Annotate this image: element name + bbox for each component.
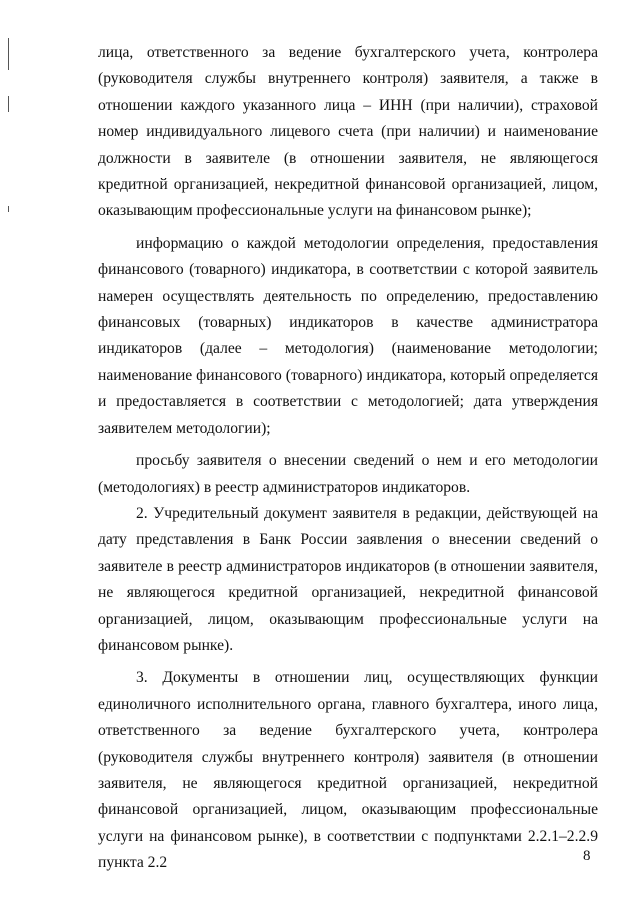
paragraph-registry-request: просьбу заявителя о внесении сведений о нем и его методологии (методологиях) в реестр администраторов индикаторов. (98, 452, 598, 496)
paragraph-continuation: лица, ответственного за ведение бухгалтерского учета, контролера (руководителя службы внутреннего контроля) заявителя, а также в отношении каждого указанного лица – ИНН (при наличии), страховой номер индивидуального лицевого счета (при наличии) и наименование должности в заявителе (в отношении заявителя, не являющегося кредитной организацией, некредитной финансовой организацией, лицом, оказывающим профессиональные услуги на финансовом рынке); (98, 44, 598, 220)
paragraph-methodology-info: информацию о каждой методологии определения, предоставления финансового (товарного) индикатора, в соответствии с которой заявитель намерен осуществлять деятельность по определению, предоставлению финансовых (товарных) индикаторов в качестве администратора индикаторов (далее – методология) (наименование методологии; наименование финансового (товарного) индикатора, который определяется и предоставляется в соответствии с методологией; дата утверждения заявителем методологии); (98, 234, 598, 437)
scan-edge-mark-middle (8, 96, 9, 112)
paragraph-item-3: 3. Документы в отношении лиц, осуществляющих функции единоличного исполнительного органа, главного бухгалтера, иного лица, ответственного за ведение бухгалтерского учета, контролера (руководителя службы внутреннего контроля) заявителя (в отношении заявителя, не являющегося кредитной организацией, некредитной финансовой организацией, лицом, оказывающим профессиональные услуги на финансовом рынке), в соответствии с подпунктами 2.2.1–2.2.9 пункта 2.2 (98, 669, 598, 872)
paragraph-item-2: 2. Учредительный документ заявителя в редакции, действующей на дату представления в Банк России заявления о внесении сведений о заявителе в реестр администраторов индикаторов (в отношении заявителя, не являющегося кредитной организацией, некредитной финансовой организацией, лицом, оказывающим профессиональные услуги на финансовом рынке). (98, 504, 598, 654)
scan-edge-mark-bottom (8, 206, 9, 212)
page-number: 8 (583, 848, 591, 864)
document-body (98, 40, 598, 877)
scan-edge-mark-top (8, 38, 9, 70)
